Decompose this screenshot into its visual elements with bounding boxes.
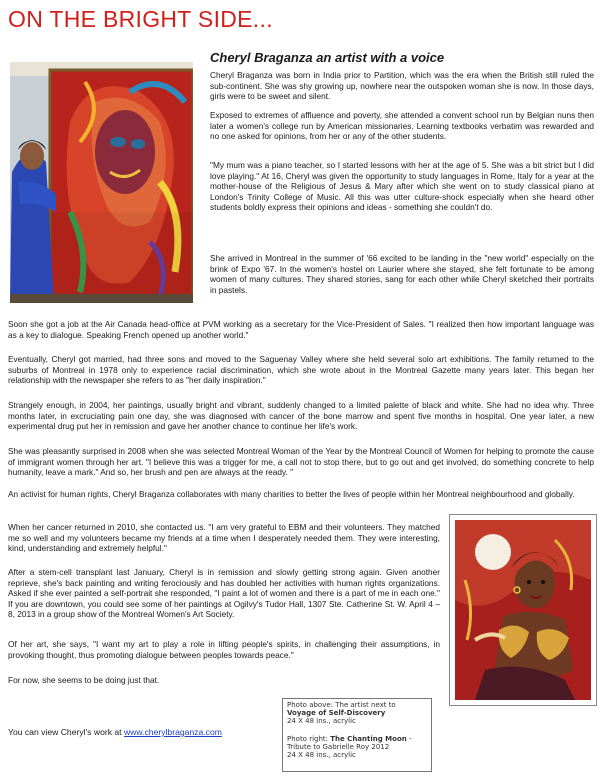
article-paragraph: Strangely enough, in 2004, her paintings, usually bright and vibrant, suddenly changed to a limited palette of black and white. She had no idea why. Three months later, in excruciating pain one day, she was diagnosed with cancer of the bone marrow and spent five months in hospital. One year later, a new experimental drug put her in remission and gave her another chance to continue her life's work. [8,400,594,432]
article-paragraph: She was pleasantly surprised in 2008 when she was selected Montreal Woman of the Year by the Montreal Council of Women for helping to promote the cause of immigrant women through her art. "I believe this was a trigger for me, a call not to stop there, but to go out and get involved, do something concrete to help humanity, leave a mark." And so, her brush and pen are always at the ready. " [8,446,594,478]
view-work-line [8,727,222,737]
caption-above-dims: 24 X 48 ins., acrylic [287,717,356,726]
section-banner: ON THE BRIGHT SIDE... [8,6,273,32]
caption-right-line2: Tribute to Gabrielle Roy 2012 [287,742,390,751]
article-paragraph: For now, she seems to be doing just that. [8,675,160,685]
article-paragraph: She arrived in Montreal in the summer of '66 excited to be landing in the "new world" especially on the brink of Expo '67. In the women's hostel on Laurier where she stayed, she felt fortunate to be among women of many cultures. They shared stories, sang for each other while Cheryl sketched their portraits in pastels. [210,253,594,295]
caption-right-title: The Chanting Moon [330,734,407,743]
article-paragraph: "My mum was a piano teacher, so I started lessons with her at the age of 5. She was a bit strict but I did love playing." At 16, Cheryl was given the opportunity to study languages in Rome, Italy for a year at the mother-house of the Religious of Jesus & Mary after which she went on to study classical piano at London's Trinity College of Music. All this was utter culture-shock especially when she heard other students boldly express their opinions and ideas - something she couldn't do. [210,160,594,213]
caption-right-dims: 24 X 48 ins., acrylic [287,751,356,760]
caption-above-title: Voyage of Self-Discovery [287,709,386,718]
artist-photo [10,62,193,303]
article-paragraph: Soon she got a job at the Air Canada head-office at PVM working as a secretary for the Vice-President of Sales. "I realized then how important language was as a key to dialogue. Speaking French opened up another world." [8,319,594,340]
article-paragraph: Exposed to extremes of affluence and poverty, she attended a convent school run by Belgian nuns then later a women's college run by American missionaries. Learning textbooks verbatim was rewarded and no one asked for opinions, from her or any of the other students. [210,110,594,142]
article-paragraph: Cheryl Braganza was born in India prior to Partition, which was the era when the British still ruled the sub-continent. She was shy growing up, nowhere near the outspoken woman she is now. In those days, girls were to be sweet and silent. [210,70,594,102]
article-paragraph: An activist for human rights, Cheryl Braganza collaborates with many charities to better the lives of people within her Montreal neighbourhood and globally. [8,489,575,499]
article-paragraph: When her cancer returned in 2010, she contacted us. "I am very grateful to EBM and their volunteers. They matched me so well and my volunteers became my friends at a time when I desperately needed them. They were interesting, kind, understanding and extremely helpful." [8,522,440,554]
caption-above-prefix: Photo above: The artist next to [287,701,396,709]
article-paragraph: After a stem-cell transplant last January, Cheryl is in remission and slowly getting strong again. Given another reprieve, she's back painting and writing ferociously and has doubled her activities with human rights organizations. Asked if she ever painted a self-portrait she responded, "I paint a lot of women and there is a part of me in each one." If you are downtown, you could see some of her paintings at Ogilvy's Tudor Hall, 1307 Ste. Catherine St. W. April 4 – 8, 2013 in a group show of the Montreal Women's Art Society. [8,567,440,620]
photo-caption-box [282,698,432,772]
article-title: Cheryl Braganza an artist with a voice [210,50,445,65]
artist-website-link[interactable]: www.cherylbraganza.com [123,727,222,737]
painting-photo [449,514,597,706]
caption-right-suffix: - [408,734,412,743]
view-work-text: You can view Cheryl's work at [8,727,122,737]
caption-right-prefix: Photo right: [287,734,328,743]
article-paragraph: Eventually, Cheryl got married, had three sons and moved to the Saguenay Valley where she held several solo art exhibitions. The family returned to the suburbs of Montreal in 1978 only to experience racial discrimination, which she wrote about in the Montreal Gazette many years later. This began her relationship with the newspaper she refers to as "her daily inspiration." [8,354,594,386]
article-paragraph: Of her art, she says, "I want my art to play a role in lifting people's spirits, in challenging their assumptions, in provoking thought, thus promoting dialogue between peoples towards peace." [8,639,440,660]
